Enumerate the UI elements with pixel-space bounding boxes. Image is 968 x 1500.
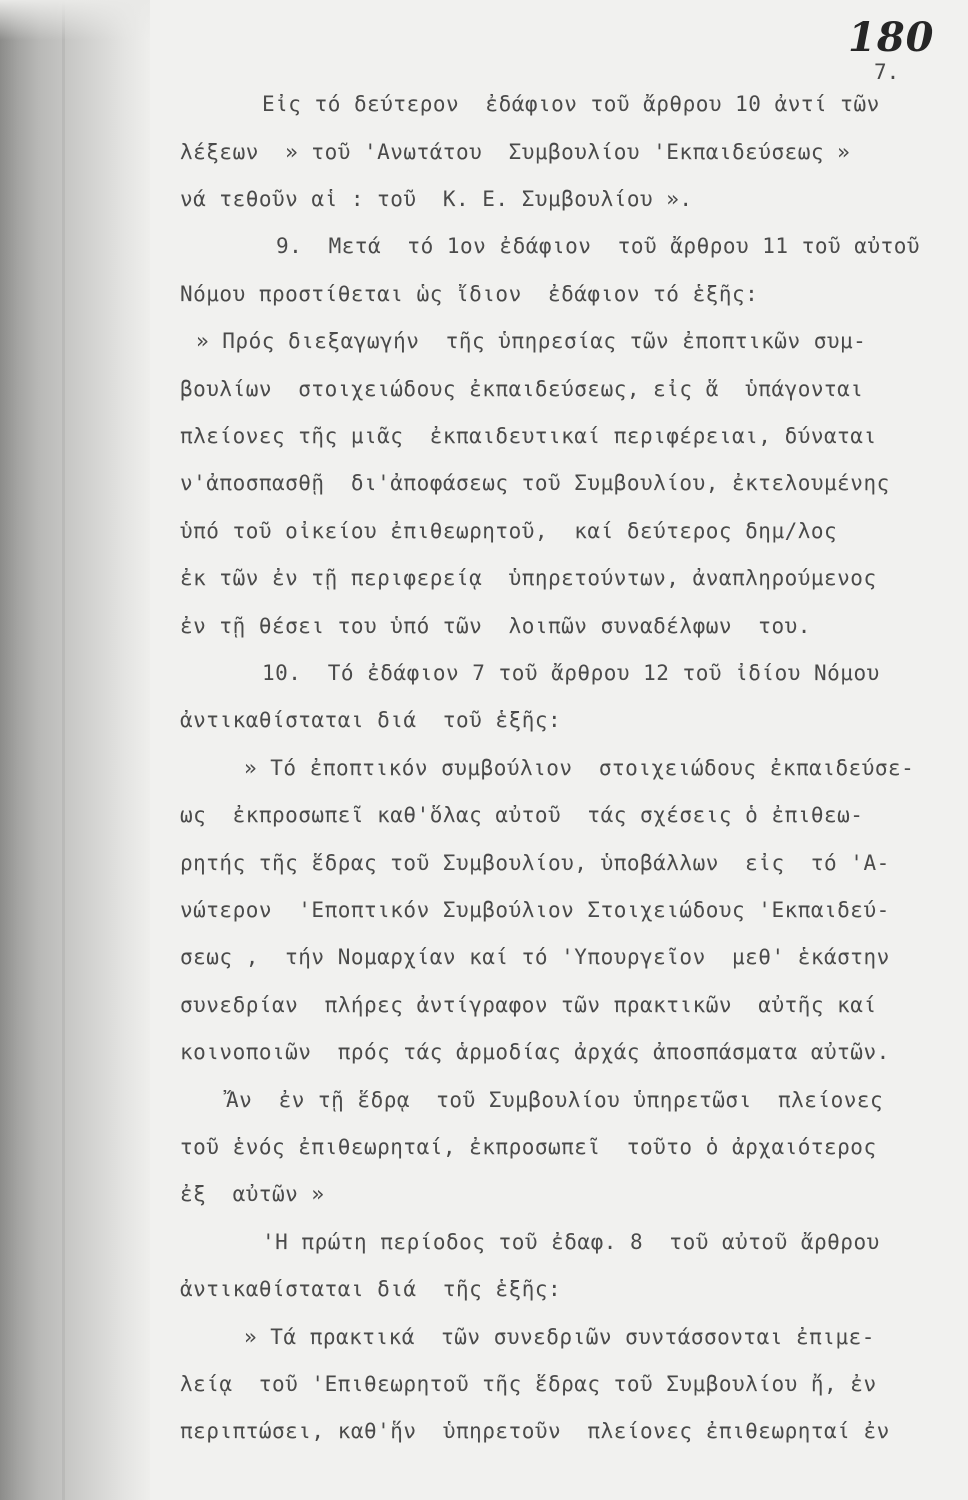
text-line: ἐκ τῶν ἐν τῇ περιφερείᾳ ὑπηρετούντων, ἀναπληρούμενος [180, 566, 877, 590]
handwritten-page-number: 180 [848, 14, 935, 61]
text-line: ν'ἀποσπασθῇ δι'ἀποφάσεως τοῦ Συμβουλίου, ἐκτελουμένης [180, 471, 890, 495]
text-line: 9. Μετά τό 1ον ἐδάφιον τοῦ ἄρθρου 11 τοῦ αὐτοῦ [276, 234, 921, 258]
text-line: ρητής τῆς ἕδρας τοῦ Συμβουλίου, ὑποβάλλων εἰς τό 'Α- [180, 851, 890, 875]
text-line: σεως , τήν Νομαρχίαν καί τό 'Υπουργεῖον μεθ' ἑκάστην [180, 945, 890, 969]
text-line: συνεδρίαν πλήρες ἀντίγραφον τῶν πρακτικῶν αὐτῆς καί [180, 993, 877, 1017]
text-line: » Τό ἐποπτικόν συμβούλιον στοιχειώδους ἐκπαιδεύσε- [244, 756, 915, 780]
text-line: ὑπό τοῦ οἰκείου ἐπιθεωρητοῦ, καί δεύτερος δημ/λος [180, 519, 838, 543]
text-line: 'Η πρώτη περίοδος τοῦ ἐδαφ. 8 τοῦ αὐτοῦ ἄρθρου [262, 1230, 880, 1254]
text-line: » Τά πρακτικά τῶν συνεδριῶν συντάσσονται ἐπιμε- [244, 1325, 875, 1349]
text-line: ἀντικαθίσταται διά τοῦ ἑξῆς: [180, 708, 562, 732]
text-line: Ἄν ἐν τῇ ἕδρᾳ τοῦ Συμβουλίου ὑπηρετῶσι πλείονες [226, 1088, 884, 1112]
text-line: ἐξ αὐτῶν » [180, 1182, 325, 1206]
text-line: νά τεθοῦν αἱ : τοῦ Κ. Ε. Συμβουλίου ». [180, 187, 693, 211]
text-line: ἐν τῇ θέσει του ὑπό τῶν λοιπῶν συναδέλφων του. [180, 614, 811, 638]
text-line: 10. Τό ἐδάφιον 7 τοῦ ἄρθρου 12 τοῦ ἰδίου Νόμου [262, 661, 880, 685]
text-line: » Πρός διεξαγωγήν τῆς ὑπηρεσίας τῶν ἐποπτικῶν συμ- [196, 329, 867, 353]
text-line: νώτερον 'Εποπτικόν Συμβούλιον Στοιχειώδους 'Εκπαιδεύ- [180, 898, 890, 922]
text-line: λέξεων » τοῦ 'Ανωτάτου Συμβουλίου 'Εκπαιδεύσεως » [180, 140, 851, 164]
text-line: περιπτώσει, καθ'ἥν ὑπηρετοῦν πλείονες ἐπιθεωρηταί ἐν [180, 1419, 890, 1443]
text-line: ως ἐκπροσωπεῖ καθ'ὅλας αὐτοῦ τάς σχέσεις ὁ ἐπιθεω- [180, 803, 864, 827]
text-line: Νόμου προστίθεται ὡς ἴδιον ἐδάφιον τό ἑξῆς: [180, 282, 759, 306]
text-line: βουλίων στοιχειώδους ἐκπαιδεύσεως, εἰς ἅ ὑπάγονται [180, 377, 864, 401]
text-line: κοινοποιῶν πρός τάς ἁρμοδίας ἀρχάς ἀποσπάσματα αὐτῶν. [180, 1040, 890, 1064]
text-line: λείᾳ τοῦ 'Επιθεωρητοῦ τῆς ἕδρας τοῦ Συμβουλίου ἤ, ἐν [180, 1372, 877, 1396]
typed-page-number: 7. [874, 60, 900, 84]
text-line: ἀντικαθίσταται διά τῆς ἑξῆς: [180, 1277, 562, 1301]
text-line: Εἰς τό δεύτερον ἐδάφιον τοῦ ἄρθρου 10 ἀντί τῶν [262, 92, 880, 116]
text-line: πλείονες τῆς μιᾶς ἐκπαιδευτικαί περιφέρειαι, δύναται [180, 424, 877, 448]
text-line: τοῦ ἑνός ἐπιθεωρηταί, ἐκπροσωπεῖ τοῦτο ὁ ἀρχαιότερος [180, 1135, 877, 1159]
